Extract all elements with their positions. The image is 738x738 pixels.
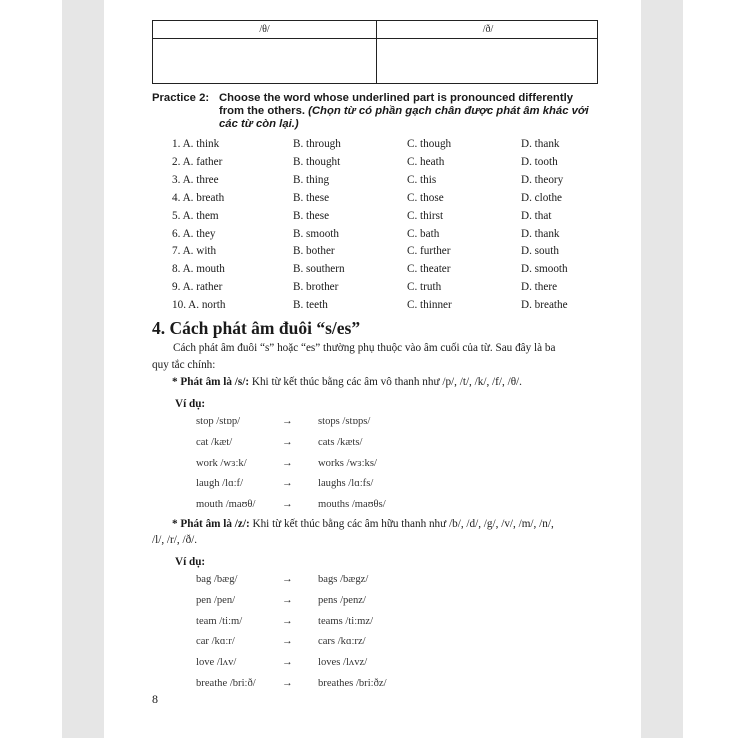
rule-s-label: * Phát âm là /s/: xyxy=(172,376,250,388)
option-d: D. breathe xyxy=(521,299,568,312)
example-row xyxy=(196,613,416,631)
practice-instruction xyxy=(219,92,599,131)
rule-z-label: * Phát âm là /z/: xyxy=(172,518,250,530)
rule-s-text: Khi từ kết thúc bằng các âm vô thanh như /p/, /t/, /k/, /f/, /θ/. xyxy=(249,376,522,388)
question-row xyxy=(172,153,612,171)
option-b: B. these xyxy=(293,191,330,204)
question-row xyxy=(172,135,612,153)
example-word: cat /kæt/ xyxy=(196,436,233,448)
example-row xyxy=(196,633,416,651)
arrow-icon: → xyxy=(282,436,293,448)
rule-z xyxy=(172,516,554,533)
arrow-icon: → xyxy=(282,615,293,627)
example-result: stops /stɒps/ xyxy=(318,416,371,427)
option-c: C. those xyxy=(407,191,444,204)
option-c: C. thinner xyxy=(407,299,452,312)
arrow-icon: → xyxy=(282,499,293,511)
option-b: B. thought xyxy=(293,155,341,168)
option-d: D. tooth xyxy=(521,155,558,168)
question-row xyxy=(172,207,612,225)
question-row xyxy=(172,260,612,278)
intro-line-1: Cách phát âm đuôi “s” hoặc “es” thường phụ thuộc vào âm cuối của từ. Sau đây là ba xyxy=(173,342,556,354)
right-gutter xyxy=(641,0,683,738)
example-row xyxy=(196,413,416,431)
option-d: D. thank xyxy=(521,227,560,240)
option-b: B. through xyxy=(293,138,341,150)
example-result: teams /tiːmz/ xyxy=(318,615,374,627)
option-b: B. smooth xyxy=(293,227,340,240)
ipa-table xyxy=(152,20,598,84)
rule-z-text: Khi từ kết thúc bằng các âm hữu thanh như /b/, /d/, /g/, /v/, /m/, /n/, xyxy=(249,518,554,530)
option-b: B. thing xyxy=(293,173,330,186)
instruction-en: Choose the word whose underlined part is pronounced differently from the others. xyxy=(219,92,573,117)
practice-label: Practice 2: xyxy=(152,92,210,104)
example-row xyxy=(196,475,416,493)
example-word: work /wɜːk/ xyxy=(196,457,247,469)
example-row xyxy=(196,592,416,610)
option-d: D. there xyxy=(521,281,558,294)
option-a: 3. A. three xyxy=(172,173,219,186)
option-d: D. clothe xyxy=(521,191,563,204)
rule-z-continued: /l/, /r/, /ð/. xyxy=(152,534,198,546)
arrow-icon: → xyxy=(282,574,293,585)
option-c: C. thirst xyxy=(407,209,444,222)
example-row xyxy=(196,654,416,672)
example-word: pen /pen/ xyxy=(196,594,236,606)
option-d: D. theory xyxy=(521,173,564,186)
question-row xyxy=(172,296,612,314)
example-label-1: Ví dụ: xyxy=(175,398,206,410)
option-d: D. south xyxy=(521,245,559,258)
question-row xyxy=(172,278,612,296)
example-row xyxy=(196,675,416,693)
example-result: cats /kæts/ xyxy=(318,436,363,448)
arrow-icon: → xyxy=(282,457,293,469)
arrow-icon: → xyxy=(282,657,293,669)
option-a: 10. A. north xyxy=(172,299,226,312)
intro-line-2: quy tắc chính: xyxy=(152,359,216,371)
example-word: love /lʌv/ xyxy=(196,657,237,669)
example-word: stop /stɒp/ xyxy=(196,416,241,427)
option-d: D. thank xyxy=(521,138,560,150)
option-c: C. heath xyxy=(407,155,445,168)
option-c: C. though xyxy=(407,138,452,150)
option-c: C. truth xyxy=(407,281,442,294)
option-b: B. southern xyxy=(293,263,345,276)
example-result: works /wɜːks/ xyxy=(318,457,377,469)
example-result: breathes /briːðz/ xyxy=(318,678,387,689)
example-result: laughs /lɑːfs/ xyxy=(318,478,374,490)
instruction-vi: (Chọn từ có phần gạch chân được phát âm khác với các từ còn lại.) xyxy=(219,105,589,130)
option-a: 2. A. father xyxy=(172,155,223,168)
example-result: bags /bægz/ xyxy=(318,574,369,585)
option-a: 1. A. think xyxy=(172,138,220,150)
example-word: car /kɑːr/ xyxy=(196,636,235,648)
example-row xyxy=(196,434,416,452)
section-title: 4. Cách phát âm đuôi “s/es” xyxy=(152,318,361,338)
example-row xyxy=(196,496,416,514)
left-gutter xyxy=(62,0,104,738)
option-b: B. bother xyxy=(293,245,335,258)
arrow-icon: → xyxy=(282,478,293,490)
example-result: loves /lʌvz/ xyxy=(318,657,368,669)
example-result: mouths /maʊθs/ xyxy=(318,499,386,511)
arrow-icon: → xyxy=(282,636,293,648)
option-a: 8. A. mouth xyxy=(172,263,225,276)
table-header-theta: /θ/ xyxy=(259,24,270,35)
option-b: B. these xyxy=(293,209,330,222)
option-a: 5. A. them xyxy=(172,209,219,222)
example-word: bag /bæg/ xyxy=(196,574,238,585)
arrow-icon: → xyxy=(282,416,293,427)
option-a: 6. A. they xyxy=(172,227,216,240)
question-row xyxy=(172,171,612,189)
option-b: B. brother xyxy=(293,281,339,294)
rule-s xyxy=(172,374,522,391)
option-a: 7. A. with xyxy=(172,245,217,258)
example-label-2: Ví dụ: xyxy=(175,556,206,568)
question-row xyxy=(172,242,612,260)
table-column-divider xyxy=(376,21,377,83)
example-word: team /tiːm/ xyxy=(196,615,243,627)
example-row xyxy=(196,571,416,589)
table-header-eth: /ð/ xyxy=(482,24,494,35)
option-c: C. bath xyxy=(407,227,440,240)
table-divider xyxy=(153,38,597,39)
example-word: laugh /lɑːf/ xyxy=(196,478,244,490)
option-d: D. that xyxy=(521,209,552,222)
option-a: 9. A. rather xyxy=(172,281,223,294)
example-row xyxy=(196,455,416,473)
example-word: breathe /briːð/ xyxy=(196,678,256,689)
question-row xyxy=(172,189,612,207)
option-d: D. smooth xyxy=(521,263,568,276)
page-number: 8 xyxy=(152,692,158,706)
example-result: pens /penz/ xyxy=(318,594,366,606)
option-c: C. this xyxy=(407,173,437,186)
arrow-icon: → xyxy=(282,678,293,689)
option-c: C. further xyxy=(407,245,451,258)
option-c: C. theater xyxy=(407,263,451,276)
option-b: B. teeth xyxy=(293,299,328,312)
option-a: 4. A. breath xyxy=(172,191,225,204)
example-word: mouth /maʊθ/ xyxy=(196,499,256,511)
arrow-icon: → xyxy=(282,594,293,606)
question-row xyxy=(172,225,612,243)
example-result: cars /kɑːrz/ xyxy=(318,636,366,648)
